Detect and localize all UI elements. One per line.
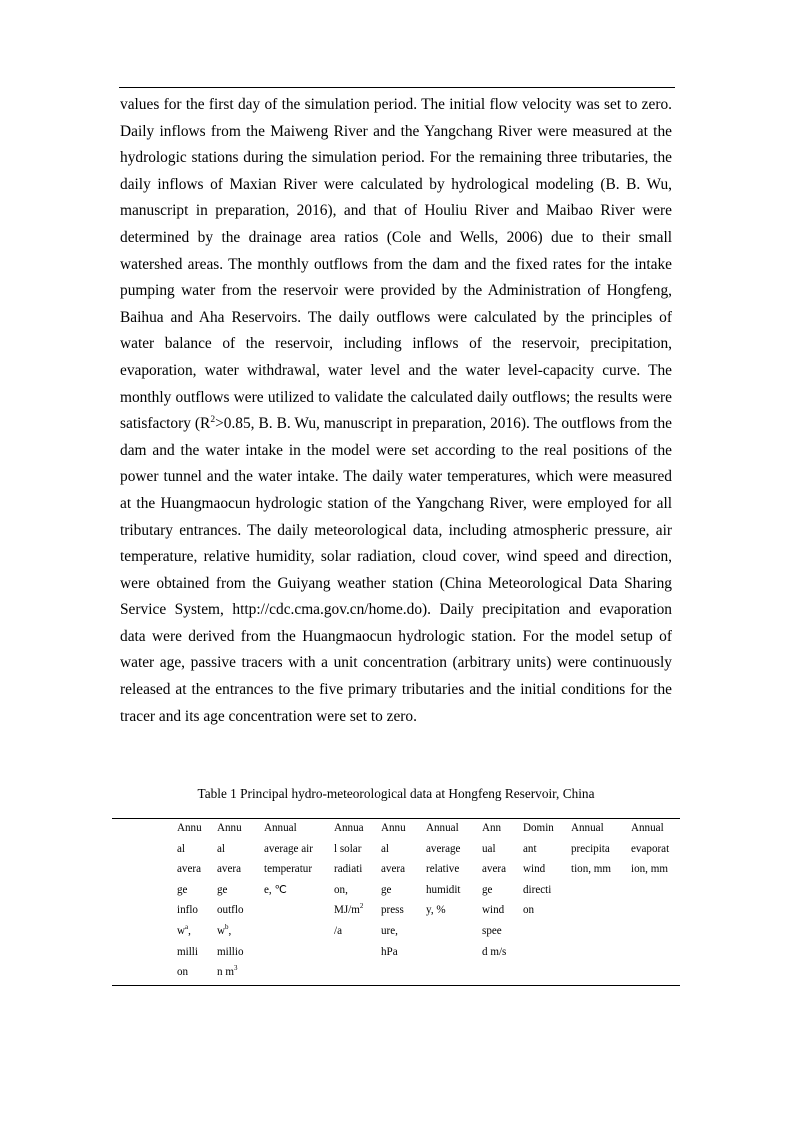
header-line: Annual <box>631 822 664 834</box>
header-line <box>334 900 364 921</box>
header-line: ge <box>177 883 188 896</box>
header-line: inflo <box>177 904 198 917</box>
table-header-wind-direction <box>523 818 554 921</box>
header-line: on <box>523 904 535 917</box>
header-line: millio <box>217 945 244 958</box>
header-line-text: , <box>228 924 232 937</box>
footnote-marker-a: a <box>185 922 189 931</box>
r-squared-superscript: 2 <box>210 415 216 426</box>
header-line-text: n m <box>217 966 234 979</box>
body-text <box>120 92 672 730</box>
header-line: ure, <box>381 924 398 937</box>
header-line: y, % <box>426 904 446 917</box>
header-line <box>217 962 244 983</box>
header-line: ual <box>482 842 496 855</box>
paragraph-text-part-1: values for the first day of the simulation period. The initial flow velocity was set to zero. Daily inflows from the Maiweng River and the Yangchang River were measured at the hydrologic stations during the simulation period. For the remaining three tributaries, the daily inflows of Maxian River were calculated by hydrological modeling (B. B. Wu, manuscript in preparation, 2016), and that of Houliu River and Maibao River were determined by the drainage area ratios (Cole and Wells, 2006) due to their small watershed areas. The monthly outflows from the dam and the fixed rates for the intake pumping water from the reservoir were provided by the Administration of Hongfeng, Baihua and Aha Reservoirs. The daily outflows were calculated by the principles of water balance of the reservoir, including inflows of the reservoir, precipitation, evaporation, water withdrawal, water level and the water level-capacity curve. The monthly outflows were utilized to validate the calculated daily outflows; the results were satisfactory (R <box>120 96 672 433</box>
header-line: Annu <box>177 822 202 834</box>
header-rule <box>119 87 675 88</box>
header-line: on, <box>334 883 348 896</box>
header-line-text: w <box>217 924 226 937</box>
header-line-text: w <box>177 924 186 937</box>
header-line: ant <box>523 842 537 855</box>
table-header-annual-average-inflow <box>177 818 202 983</box>
header-line: avera <box>482 863 507 876</box>
header-line: avera <box>217 863 242 876</box>
header-line-text: , <box>188 924 191 937</box>
header-line: e, ℃ <box>264 883 287 896</box>
header-line <box>177 921 202 942</box>
header-line: on <box>177 966 189 979</box>
table-header-wind-speed <box>482 818 506 962</box>
table-header-solar-radiation <box>334 818 364 942</box>
header-line: avera <box>177 863 202 876</box>
header-line: outflo <box>217 904 244 917</box>
table-bottom-rule <box>112 985 680 986</box>
table-header-annual-average-outflow <box>217 818 244 983</box>
header-line: al <box>177 842 186 855</box>
table-header-evaporation <box>631 818 669 880</box>
header-line: Annu <box>217 822 242 834</box>
header-line: radiati <box>334 863 363 876</box>
header-line: directi <box>523 883 552 896</box>
header-line: wind <box>523 863 546 876</box>
header-line: average <box>426 842 461 855</box>
header-line <box>217 921 244 942</box>
header-line: precipita <box>571 842 610 855</box>
header-line-text: MJ/m <box>334 904 360 917</box>
header-line: ion, mm <box>631 863 668 876</box>
header-line: l solar <box>334 842 362 855</box>
table-caption: Table 1 Principal hydro-meteorological data at Hongfeng Reservoir, China <box>197 786 595 801</box>
header-line: al <box>217 842 226 855</box>
header-line: hPa <box>381 945 398 958</box>
square-superscript: 2 <box>359 902 364 911</box>
header-line: milli <box>177 945 198 958</box>
table-header-relative-humidity <box>426 818 461 921</box>
header-line: /a <box>334 924 343 937</box>
header-line: Domin <box>523 822 554 834</box>
header-line: d m/s <box>482 945 507 958</box>
header-line: spee <box>482 924 502 937</box>
header-line: Annu <box>381 822 406 834</box>
header-line: Annual <box>264 822 297 834</box>
paragraph <box>120 92 672 730</box>
header-line: tion, mm <box>571 863 612 876</box>
header-line: ge <box>381 883 392 896</box>
table-header-air-temperature <box>264 818 313 900</box>
paragraph-text-part-2: >0.85, B. B. Wu, manuscript in preparation, 2016). The outflows from the dam and the water intake in the model were set according to the real positions of the power tunnel and the water intake. The daily water temperatures, which were measured at the Huangmaocun hydrologic station of the Yangchang River, were employed for all tributary entrances. The daily meteorological data, including atmospheric pressure, air temperature, relative humidity, solar radiation, cloud cover, wind speed and direction, were obtained from the Guiyang weather station (China Meteorological Data Sharing Service System, http://cdc.cma.gov.cn/home.do). Daily precipitation and evaporation data were derived from the Huangmaocun hydrologic station. For the model setup of water age, passive tracers with a unit concentration (arbitrary units) were continuously released at the entrances to the five primary tributaries and the initial conditions for the tracer and its age concentration were set to zero. <box>120 415 672 725</box>
header-line: Annual <box>426 822 459 834</box>
header-line: wind <box>482 904 505 917</box>
header-line: avera <box>381 863 406 876</box>
header-line: ge <box>482 883 493 896</box>
header-line: press <box>381 904 404 917</box>
header-line: average air <box>264 842 313 855</box>
header-line: Ann <box>482 822 502 834</box>
header-line: temperatur <box>264 863 313 876</box>
header-line: Annua <box>334 822 364 834</box>
header-line: humidit <box>426 883 461 896</box>
cubic-superscript: 3 <box>233 964 238 973</box>
header-line: relative <box>426 863 460 876</box>
header-line: evaporat <box>631 842 670 855</box>
header-line: al <box>381 842 390 855</box>
footnote-marker-b: b <box>225 922 229 931</box>
header-line: Annual <box>571 822 604 834</box>
table-header-average-pressure <box>381 818 406 962</box>
table-header-precipitation <box>571 818 611 880</box>
header-line: ge <box>217 883 228 896</box>
